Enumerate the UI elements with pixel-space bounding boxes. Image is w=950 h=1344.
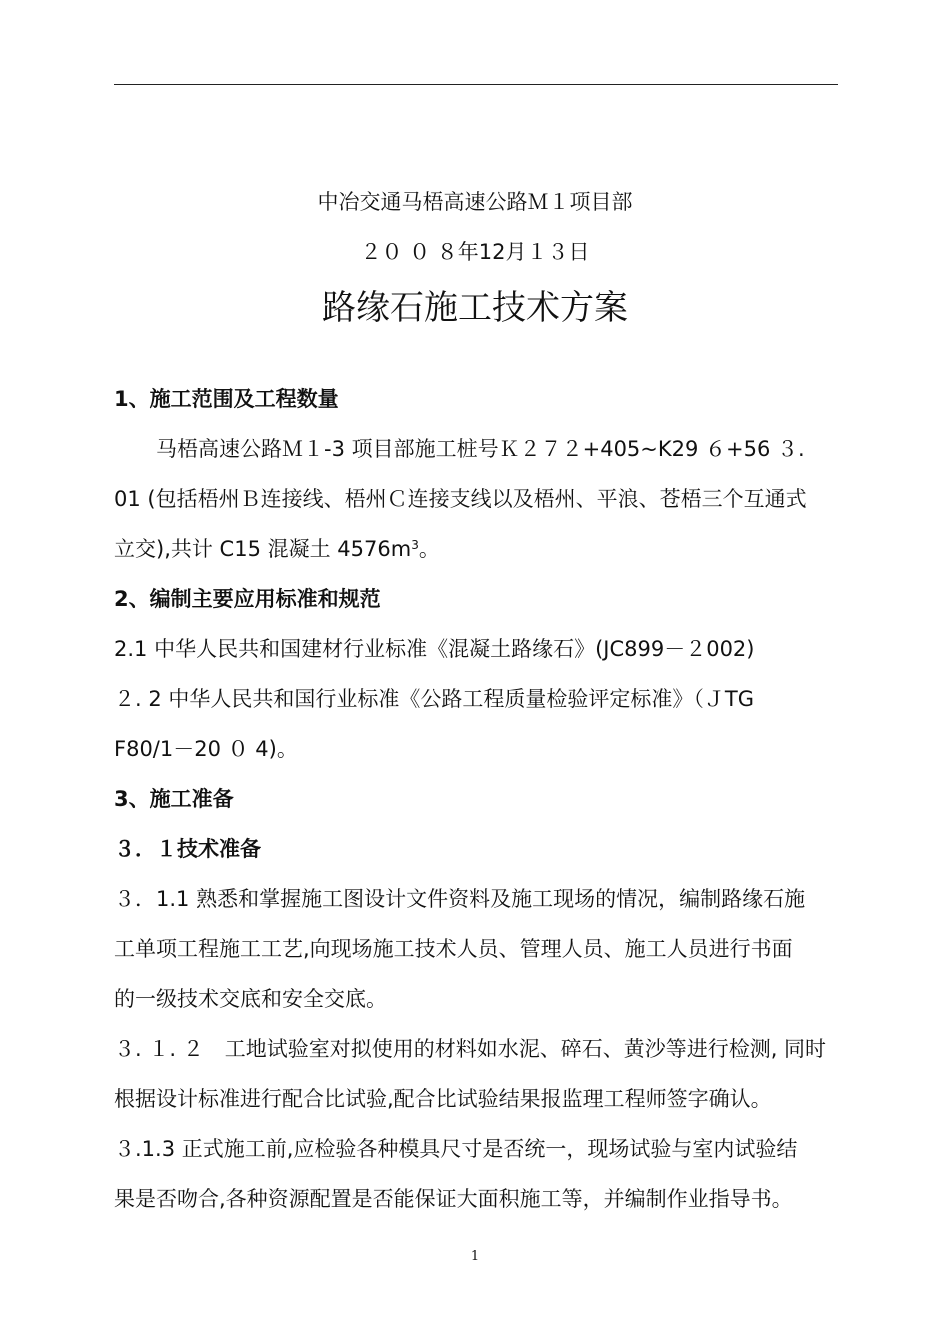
section-3-1-2-line-2: 根据设计标准进行配合比试验,配合比试验结果报监理工程师签字确认。 — [114, 1087, 772, 1111]
section-3-1-1-line-3: 的一级技术交底和安全交底。 — [114, 987, 387, 1011]
document-title: 路缘石施工技术方案 — [322, 288, 628, 328]
organization-name: 中冶交通马梧高速公路Ｍ１项目部 — [317, 190, 633, 214]
section-1-heading: 1、施工范围及工程数量 — [114, 387, 339, 411]
section-3-1-1-line-2: 工单项工程施工工艺,向现场施工技术人员、管理人员、施工人员进行书面 — [114, 937, 793, 961]
section-1-line-3-end: 。 — [418, 537, 440, 561]
header-rule — [114, 84, 838, 85]
section-3-1-1-line-1: ３．1.1 熟悉和掌握施工图设计文件资料及施工现场的情况，编制路缘石施 — [114, 887, 806, 911]
section-2-2-line-1: ２. 2 中华人民共和国行业标准《公路工程质量检验评定标准》（ＪTG — [114, 687, 754, 711]
document-date: ２０ ０ ８年12月１３日 — [360, 240, 590, 264]
section-3-1-heading: ３．１技术准备 — [114, 837, 261, 861]
section-3-heading: 3、施工准备 — [114, 787, 234, 811]
section-1-line-3 — [114, 534, 440, 564]
section-3-1-2-line-1: ３. １. ２ 工地试验室对拟使用的材料如水泥、碎石、黄沙等进行检测, 同时 — [114, 1037, 827, 1061]
superscript-3: 3 — [411, 538, 419, 552]
section-2-1: 2.1 中华人民共和国建材行业标准《混凝土路缘石》(JC899－２002) — [114, 637, 755, 661]
section-1-line-1: 马梧高速公路Ｍ１-3 项目部施工桩号Ｋ２７２+405~K29 ６+56 ３. — [156, 437, 805, 461]
page-number: 1 — [470, 1249, 480, 1264]
section-2-2-line-2: F80/1－20 ０ 4)。 — [114, 737, 298, 761]
section-3-1-3-line-1: ３.1.3 正式施工前,应检验各种模具尺寸是否统一，现场试验与室内试验结 — [114, 1137, 798, 1161]
section-2-heading: 2、编制主要应用标准和规范 — [114, 587, 381, 611]
section-1-line-2: 01 (包括梧州Ｂ连接线、梧州Ｃ连接支线以及梧州、平浪、苍梧三个互通式 — [114, 487, 807, 511]
section-1-line-3-text: 立交),共计 C15 混凝土 4576m — [114, 537, 412, 561]
section-3-1-3-line-2: 果是否吻合,各种资源配置是否能保证大面积施工等，并编制作业指导书。 — [114, 1187, 793, 1211]
